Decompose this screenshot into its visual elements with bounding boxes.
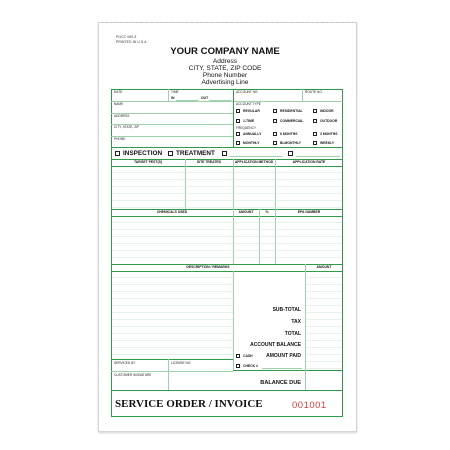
service-checkbox[interactable] <box>222 151 227 156</box>
amount-paid-label: AMOUNT PAID <box>266 353 301 359</box>
account-type-option: COMMERCIAL <box>280 119 304 123</box>
balance-due-label: BALANCE DUE <box>260 380 301 386</box>
account-type-checkbox[interactable] <box>236 109 240 113</box>
frequency-option: MONTHLY <box>243 141 260 145</box>
tax-label: TAX <box>291 319 301 325</box>
frequency-option: 3 MONTHS <box>320 132 338 136</box>
rule <box>111 136 233 137</box>
col-chem-amount: AMOUNT <box>238 210 254 214</box>
frequency-option: 6 MONTHS <box>280 132 298 136</box>
frequency-checkbox[interactable] <box>313 132 317 136</box>
total-label: TOTAL <box>284 331 301 337</box>
perforation-line <box>100 22 354 23</box>
col-site-treated: SITE TREATED <box>196 160 222 164</box>
rule <box>111 359 233 360</box>
account-balance-label: ACCOUNT BALANCE <box>250 342 301 348</box>
frequency-checkbox[interactable] <box>236 141 240 145</box>
amount-rows[interactable] <box>306 271 342 370</box>
company-advert: Advertising Line <box>201 79 249 86</box>
address-label: ADDRESS <box>114 114 130 118</box>
check-number-line[interactable] <box>262 368 302 369</box>
col-application-method: APPLICATION METHOD <box>234 160 274 164</box>
rule <box>233 370 343 371</box>
service-other-line[interactable] <box>230 156 282 157</box>
rule <box>168 89 169 101</box>
frequency-checkbox[interactable] <box>313 141 317 145</box>
time-out-line[interactable] <box>209 100 231 101</box>
frequency-checkbox[interactable] <box>273 141 277 145</box>
remarks-rows[interactable] <box>112 271 233 359</box>
service-checkbox[interactable] <box>288 151 293 156</box>
check-label: CHECK # <box>243 364 258 368</box>
inspection-label: INSPECTION <box>123 149 163 157</box>
account-type-checkbox[interactable] <box>273 119 277 123</box>
treatment-checkbox[interactable] <box>168 151 173 156</box>
account-type-option: RESIDENTIAL <box>280 109 303 113</box>
account-no-label: ACCOUNT NO. <box>236 90 259 94</box>
company-address: Address <box>212 58 238 65</box>
account-type-option: OUTDOOR <box>320 119 338 123</box>
customer-signature-label: CUSTOMER SIGNATURE <box>114 373 152 377</box>
form-code: POCC 060-3 <box>116 35 137 39</box>
time-in-label: IN <box>171 96 175 100</box>
city-state-zip-label: CITY, STATE, ZIP <box>114 125 140 129</box>
cash-label: CASH <box>243 354 253 358</box>
rule <box>111 101 233 102</box>
account-type-option: 1-TIME <box>243 119 255 123</box>
account-type-checkbox[interactable] <box>313 119 317 123</box>
treatment-rows[interactable] <box>112 166 342 209</box>
account-type-checkbox[interactable] <box>273 109 277 113</box>
route-no-label: ROUTE NO. <box>305 90 323 94</box>
col-target-pests: TARGET PEST(S) <box>133 160 162 164</box>
col-amount: AMOUNT <box>316 265 332 269</box>
frequency-option: ANNUALLY <box>243 132 262 136</box>
rule <box>305 370 306 390</box>
check-checkbox[interactable] <box>236 364 240 368</box>
rule <box>168 371 169 390</box>
name-label: NAME <box>114 102 124 106</box>
company-city: CITY, STATE, ZIP CODE <box>188 65 262 72</box>
col-chem-percent: % <box>265 210 269 214</box>
printed-in-label: PRINTED IN U.S.A. <box>116 40 148 44</box>
col-epa-number: EPA NUMBER <box>297 210 321 214</box>
cash-checkbox[interactable] <box>236 354 240 358</box>
form-title: SERVICE ORDER / INVOICE <box>115 398 263 410</box>
frequency-checkbox[interactable] <box>273 132 277 136</box>
frequency-option: WEEKLY <box>320 141 335 145</box>
service-other-line[interactable] <box>296 156 340 157</box>
time-in-line[interactable] <box>176 100 198 101</box>
time-out-label: OUT <box>201 96 209 100</box>
time-label: TIME <box>171 90 179 94</box>
date-label: DATE <box>114 90 123 94</box>
rule <box>302 89 303 101</box>
col-description: DESCRIPTION / REMARKS <box>186 265 230 269</box>
license-no-label: LICENSE NO. <box>171 361 192 365</box>
phone-label: PHONE <box>114 137 126 141</box>
invoice-number: 001001 <box>292 400 327 411</box>
account-type-option: REGULAR <box>243 109 260 113</box>
account-type-checkbox[interactable] <box>236 119 240 123</box>
serviced-by-label: SERVICED BY <box>114 361 136 365</box>
account-type-option: INDOOR <box>320 109 334 113</box>
rule <box>111 147 343 148</box>
rule <box>111 390 343 391</box>
col-application-rate: APPLICATION RATE <box>292 160 326 164</box>
rule <box>111 371 233 372</box>
company-name: YOUR COMPANY NAME <box>170 46 280 57</box>
treatment-label: TREATMENT <box>176 149 215 157</box>
account-type-label: ACCOUNT TYPE <box>236 102 261 106</box>
rule <box>233 89 234 147</box>
rule <box>168 359 169 371</box>
subtotal-label: SUB-TOTAL <box>272 307 301 313</box>
frequency-label: FREQUENCY <box>236 126 257 130</box>
col-chemicals-used: CHEMICALS USED <box>156 210 188 214</box>
inspection-checkbox[interactable] <box>115 151 120 156</box>
company-phone: Phone Number <box>202 72 248 79</box>
account-type-checkbox[interactable] <box>313 109 317 113</box>
rule <box>111 113 233 114</box>
frequency-checkbox[interactable] <box>236 132 240 136</box>
side-perforation <box>356 22 357 92</box>
frequency-option: BI-MONTHLY <box>280 141 301 145</box>
chemical-rows[interactable] <box>112 216 342 264</box>
